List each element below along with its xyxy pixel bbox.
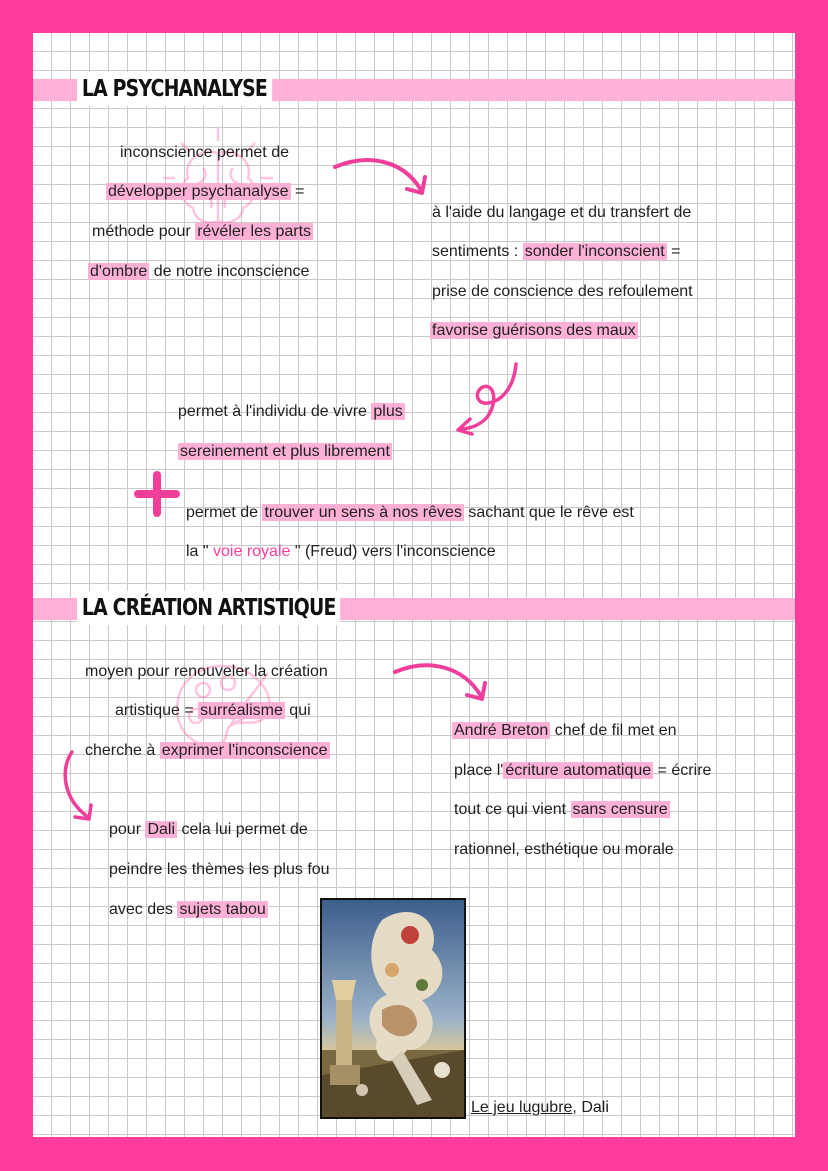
highlight: trouver un sens à nos rêves xyxy=(264,504,462,521)
highlight: révéler les parts xyxy=(197,223,312,240)
highlight: sonder l'inconscient xyxy=(524,243,665,260)
text-line: moyen pour renouveler la création xyxy=(85,663,328,680)
highlight: André Breton xyxy=(454,722,549,739)
highlight: sans censure xyxy=(572,801,668,818)
text-line: avec des sujets tabou xyxy=(109,901,266,918)
text-line: rationnel, esthétique ou morale xyxy=(454,841,674,858)
pink-text: voie royale xyxy=(213,543,291,560)
highlight: écriture automatique xyxy=(505,762,652,779)
highlight: plus xyxy=(373,403,403,420)
highlight: Dali xyxy=(147,821,176,838)
notes-page xyxy=(33,33,795,1137)
painting-image xyxy=(320,898,466,1119)
text-line: permet de trouver un sens à nos rêves sachant que le rêve est xyxy=(186,504,634,521)
text-line: cherche à exprimer l'inconscience xyxy=(85,742,328,759)
section-title-creation-artistique: LA CRÉATION ARTISTIQUE xyxy=(77,591,340,625)
text-line: inconscience permet de xyxy=(120,144,289,161)
text-line: la " voie royale " (Freud) vers l'inconscience xyxy=(186,543,496,560)
highlight: développer psychanalyse xyxy=(108,183,289,200)
highlight: sereinement et plus librement xyxy=(180,443,390,460)
text-line: tout ce qui vient sans censure xyxy=(454,801,668,818)
text-line: sentiments : sonder l'inconscient = xyxy=(432,243,681,260)
text-line xyxy=(178,441,392,463)
arrow-icon xyxy=(393,658,493,708)
painting-caption: Le jeu lugubre, Dali xyxy=(471,1099,609,1116)
arrow-icon xyxy=(333,155,433,205)
text-line: peindre les thèmes les plus fou xyxy=(109,861,330,878)
text-line: à l'aide du langage et du transfert de xyxy=(432,204,692,221)
text-line: d'ombre de notre inconscience xyxy=(90,263,310,280)
highlight: surréalisme xyxy=(200,702,283,719)
highlight: exprimer l'inconscience xyxy=(161,742,328,759)
text-line: permet à l'individu de vivre plus xyxy=(178,403,403,420)
text-line: prise de conscience des refoulement xyxy=(432,283,693,300)
text-line: artistique = surréalisme qui xyxy=(115,702,311,719)
painting-title: Le jeu lugubre xyxy=(471,1099,573,1116)
section-title-psychanalyse: LA PSYCHANALYSE xyxy=(77,72,272,106)
text-line xyxy=(430,320,638,342)
highlight: sujets tabou xyxy=(179,901,266,918)
text-line: place l' écriture automatique = écrire xyxy=(454,762,712,779)
text-line: méthode pour révéler les parts xyxy=(92,223,312,240)
arrow-icon xyxy=(448,361,528,441)
highlight: d'ombre xyxy=(90,263,148,280)
arrow-icon xyxy=(58,749,108,829)
plus-icon xyxy=(134,471,180,517)
text-line: André Breton chef de fil met en xyxy=(454,722,677,739)
highlight: favorise guérisons des maux xyxy=(432,322,636,339)
text-line: développer psychanalyse = xyxy=(108,183,305,200)
text-line: pour Dali cela lui permet de xyxy=(109,821,308,838)
